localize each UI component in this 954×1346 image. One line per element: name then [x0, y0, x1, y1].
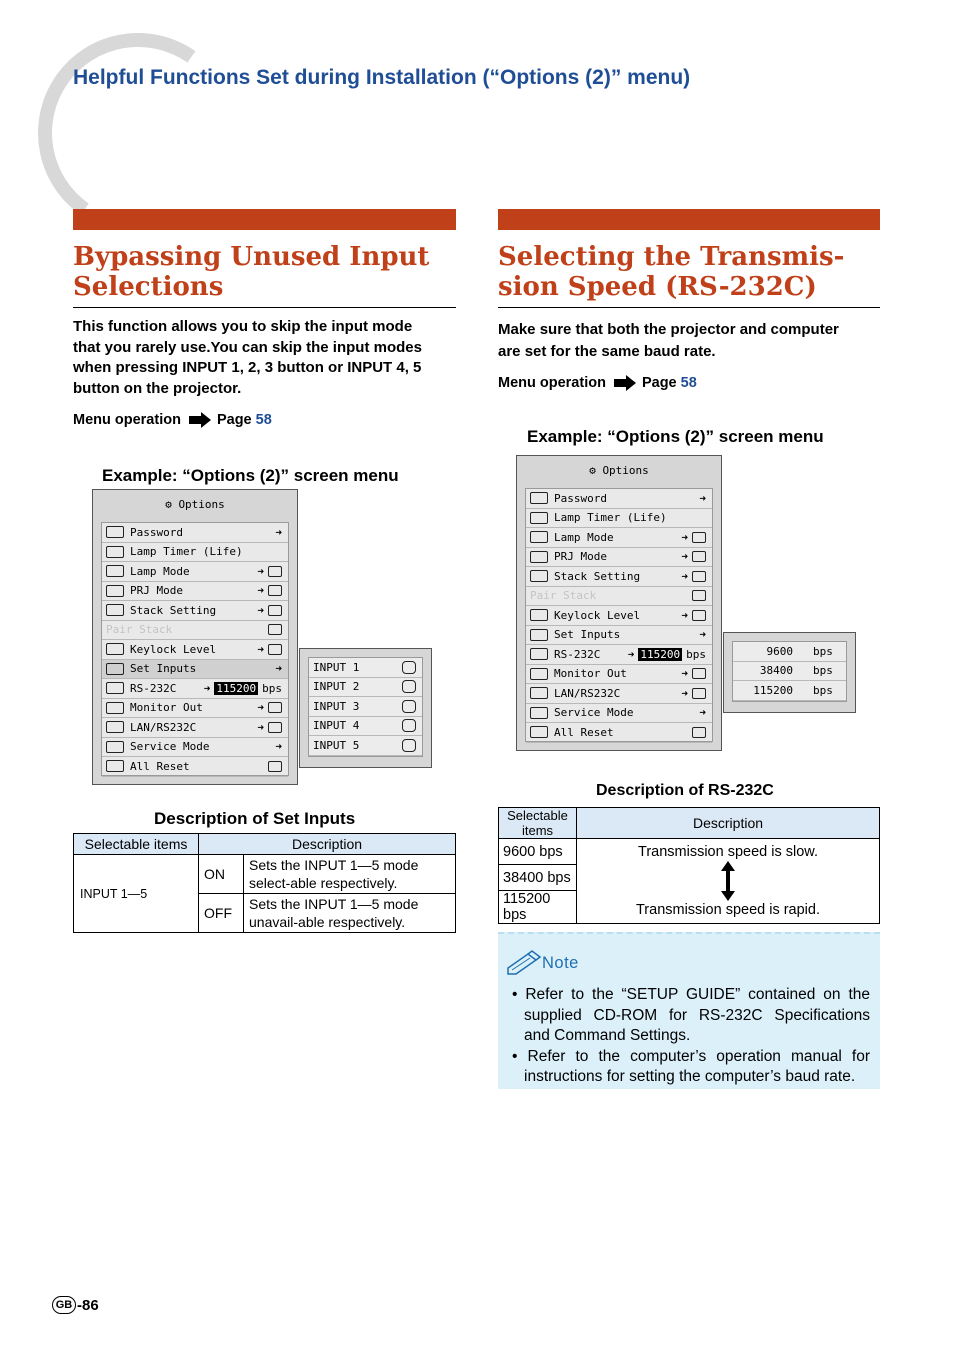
submenu-item[interactable] [733, 681, 846, 701]
menu-item-icon [530, 707, 548, 719]
menu-item-label: Stack Setting [554, 569, 641, 583]
setting-icon [692, 688, 706, 699]
menu-item[interactable] [526, 509, 712, 529]
menu-item-label: All Reset [130, 759, 190, 773]
menu-item-icon [530, 687, 548, 699]
menu-item-label: Set Inputs [130, 662, 197, 676]
menu-item[interactable] [102, 562, 288, 582]
setting-icon [692, 571, 706, 582]
menu-item[interactable] [526, 645, 712, 665]
note-box [498, 932, 880, 1089]
baud-unit: bps [813, 644, 833, 658]
osd-title-text: Options [602, 464, 649, 477]
menu-item-icon [106, 643, 124, 655]
menu-item[interactable] [526, 489, 712, 509]
menu-item-icon [530, 551, 548, 563]
submenu-item[interactable] [309, 736, 422, 756]
menu-item[interactable] [526, 684, 712, 704]
page-label: Page [641, 375, 677, 391]
options-icon: ⚙ [589, 464, 603, 477]
menu-item-icon [106, 565, 124, 577]
table-cell: Sets the INPUT 1—5 mode unavail-able respectively. [244, 894, 456, 933]
arrow-icon: ➜ [203, 681, 211, 695]
page-header: Helpful Functions Set during Installation (“Options (2)” menu) [73, 66, 691, 89]
set-inputs-submenu [299, 648, 432, 768]
table-cell: 38400 bps [499, 865, 577, 891]
table-cell: 115200 bps [499, 891, 577, 924]
submenu-label: INPUT 5 [313, 738, 360, 752]
menu-item-label: Monitor Out [130, 701, 203, 715]
intro-line: button on the projector. [73, 379, 242, 397]
page-link[interactable]: 58 [680, 375, 697, 391]
menu-item-label: PRJ Mode [130, 584, 183, 598]
menu-item[interactable] [102, 601, 288, 621]
page-label: Page [216, 412, 252, 428]
table-cell: ON [199, 855, 244, 894]
arrow-icon: ➜ [275, 525, 282, 539]
menu-item-icon [530, 531, 548, 543]
menu-item-control [692, 727, 706, 738]
intro-line: that you rarely use.You can skip the input modes [73, 338, 422, 356]
menu-item[interactable] [102, 757, 288, 777]
title-line: Selections [73, 272, 224, 302]
arrow-icon: ➜ [681, 686, 688, 700]
menu-item-label: All Reset [554, 725, 614, 739]
arrow-icon: ➜ [699, 491, 706, 505]
menu-item-icon [530, 570, 548, 582]
menu-item-control [275, 526, 282, 539]
table-caption-left: Description of Set Inputs [154, 809, 356, 828]
arrow-icon: ➜ [257, 642, 264, 656]
menu-item-icon [530, 609, 548, 621]
menu-item-icon [106, 760, 124, 772]
setting-icon [268, 761, 282, 772]
arrow-icon: ➜ [681, 550, 688, 564]
arrow-icon: ➜ [699, 706, 706, 720]
menu-item[interactable] [102, 679, 288, 699]
menu-item[interactable] [102, 543, 288, 563]
menu-item-control [275, 740, 282, 753]
menu-item-control [257, 721, 282, 734]
table-cell: OFF [199, 894, 244, 933]
arrow-icon: ➜ [275, 740, 282, 754]
col-header: Description [199, 834, 456, 855]
menu-item-control [681, 687, 706, 700]
submenu-item[interactable] [309, 658, 422, 678]
menu-item-label: Stack Setting [130, 603, 217, 617]
menu-item-label: RS-232C [554, 647, 601, 661]
menu-item-icon [106, 585, 124, 597]
submenu-label: INPUT 1 [313, 660, 360, 674]
menu-item[interactable] [102, 621, 288, 641]
menu-item-icon [106, 526, 124, 538]
section-bar-left [73, 209, 456, 230]
arrow-icon: ➜ [699, 628, 706, 642]
menu-item-icon [530, 512, 548, 524]
menu-item-control [681, 667, 706, 680]
menu-item-icon [530, 668, 548, 680]
note-label: Note [542, 953, 579, 972]
arrow-icon: ➜ [681, 569, 688, 583]
baud-value: 115200 [640, 647, 681, 661]
intro-line: Make sure that both the projector and computer [498, 321, 839, 338]
setting-icon [268, 585, 282, 596]
menu-item-control [268, 761, 282, 772]
arrow-icon: ➜ [257, 584, 264, 598]
menu-item[interactable] [526, 528, 712, 548]
note-text: Refer to the computer’s operation manual for instructions for setting the computer’s baud rate. [524, 1047, 871, 1085]
baud-rate: 9600 [766, 644, 793, 658]
menu-item-control [699, 706, 706, 719]
double-arrow-icon [721, 861, 735, 901]
menu-item-control [628, 648, 706, 661]
title-line: Selecting the Transmis- [498, 242, 845, 272]
menu-item[interactable] [102, 738, 288, 758]
menu-item[interactable] [526, 723, 712, 743]
divider [498, 307, 880, 308]
menu-item-control [257, 701, 282, 714]
menu-item-label: Monitor Out [554, 667, 627, 681]
menu-item-control [204, 682, 282, 695]
menu-item-label: Lamp Timer (Life) [130, 545, 243, 559]
toggle-icon [402, 739, 416, 752]
divider [73, 307, 456, 308]
baud-rate: 115200 [753, 683, 793, 697]
arrow-icon: ➜ [257, 701, 264, 715]
setting-icon [692, 551, 706, 562]
menu-item-icon [106, 721, 124, 733]
menu-item[interactable] [102, 640, 288, 660]
menu-item-label: PRJ Mode [554, 550, 607, 564]
menu-item-icon [106, 663, 124, 675]
osd-list [101, 522, 289, 776]
arrow-icon: ➜ [681, 667, 688, 681]
region-badge: GB [52, 1296, 76, 1314]
menu-item[interactable] [526, 606, 712, 626]
note-item: • Refer to the “SETUP GUIDE” contained on the supplied CD-ROM for RS-232C Specifications and Command Settings. [512, 986, 871, 1044]
menu-item-control [268, 624, 282, 635]
menu-item[interactable] [102, 523, 288, 543]
setting-icon [692, 532, 706, 543]
menu-item-icon [106, 546, 124, 558]
setting-icon [268, 566, 282, 577]
setting-icon [692, 668, 706, 679]
note-heading [506, 950, 579, 976]
menu-item-control [681, 550, 706, 563]
page-number: -86 [77, 1296, 99, 1314]
setting-icon [692, 727, 706, 738]
menu-item-control [681, 570, 706, 583]
submenu-list [308, 657, 423, 757]
menu-item-label: Pair Stack [530, 589, 597, 603]
arrow-icon: ➜ [257, 720, 264, 734]
menu-op-label: Menu operation [498, 375, 606, 391]
options-icon: ⚙ [165, 498, 179, 511]
baud-unit: bps [262, 681, 282, 695]
arrow-icon: ➜ [681, 608, 688, 622]
arrow-icon: ➜ [275, 662, 282, 676]
menu-item-control [257, 643, 282, 656]
toggle-icon [402, 719, 416, 732]
menu-item-icon [530, 629, 548, 641]
menu-item[interactable] [102, 699, 288, 719]
menu-item-label: Lamp Mode [554, 530, 614, 544]
submenu-label: INPUT 2 [313, 680, 360, 694]
submenu-label: INPUT 4 [313, 719, 360, 733]
note-text: Refer to the “SETUP GUIDE” contained on the supplied CD-ROM for RS-232C Specifications and Command Settings. [524, 986, 871, 1044]
menu-item-icon [530, 726, 548, 738]
menu-item-label: Pair Stack [106, 623, 173, 637]
osd-title-text: Options [178, 498, 225, 511]
menu-operation-right [498, 375, 697, 391]
note-item: • Refer to the computer’s operation manual for instructions for setting the computer’s baud rate. [512, 1047, 871, 1085]
menu-item-label: Keylock Level [130, 642, 217, 656]
menu-item[interactable] [526, 548, 712, 568]
setting-icon [268, 644, 282, 655]
note-list [510, 985, 870, 1088]
col-header: Description [577, 808, 880, 839]
options-menu-screen [92, 489, 298, 785]
submenu-item[interactable] [309, 678, 422, 698]
pencil-icon [506, 950, 542, 976]
intro-line: when pressing INPUT 1, 2, 3 button or INPUT 4, 5 [73, 359, 422, 376]
menu-item-label: Password [130, 525, 183, 539]
page-link[interactable]: 58 [255, 412, 272, 428]
menu-item-icon [106, 741, 124, 753]
table-cell: Sets the INPUT 1—5 mode select-able respectively. [244, 855, 456, 894]
submenu-list [732, 641, 847, 702]
menu-item-label: Lamp Timer (Life) [554, 511, 667, 525]
menu-item-label: Service Mode [130, 740, 210, 754]
baud-rate: 38400 [759, 664, 793, 678]
menu-item-control [257, 565, 282, 578]
setting-icon [268, 702, 282, 713]
example-caption-left: Example: “Options (2)” screen menu [102, 466, 399, 485]
menu-item-label: Password [554, 491, 607, 505]
osd-list [525, 488, 713, 742]
arrow-icon: ➜ [257, 564, 264, 578]
section-title-right [498, 242, 880, 302]
menu-item-control [692, 590, 706, 601]
col-header: Selectable items [499, 808, 577, 839]
page-footer [52, 1296, 99, 1314]
baud-unit: bps [813, 683, 833, 697]
menu-item-label: LAN/RS232C [554, 686, 621, 700]
menu-item-control [699, 492, 706, 505]
menu-item-label: Lamp Mode [130, 564, 190, 578]
example-caption-right: Example: “Options (2)” screen menu [527, 427, 824, 446]
table-caption-right: Description of RS-232C [596, 782, 774, 799]
col-header: Selectable items [74, 834, 199, 855]
right-arrow-icon [189, 412, 211, 428]
osd-title [517, 464, 721, 477]
arrow-icon: ➜ [681, 530, 688, 544]
intro-text-right [498, 319, 888, 363]
intro-text-left [73, 317, 463, 399]
submenu-label: INPUT 3 [313, 699, 360, 713]
menu-item-icon [106, 702, 124, 714]
menu-item-control [681, 609, 706, 622]
menu-item-icon [530, 648, 548, 660]
title-line: Bypassing Unused Input [73, 242, 430, 272]
setting-icon [692, 610, 706, 621]
menu-item[interactable] [526, 704, 712, 724]
menu-item[interactable] [102, 718, 288, 738]
arrow-icon: ➜ [627, 647, 635, 661]
menu-item[interactable] [526, 567, 712, 587]
rs232c-submenu [723, 632, 856, 713]
menu-item-control [257, 584, 282, 597]
menu-item-label: Service Mode [554, 706, 634, 720]
speed-rapid: Transmission speed is rapid. [635, 902, 820, 918]
submenu-item[interactable] [733, 642, 846, 662]
menu-item[interactable] [102, 582, 288, 602]
set-inputs-table [73, 833, 456, 933]
menu-item[interactable] [526, 626, 712, 646]
menu-item-label: RS-232C [130, 681, 177, 695]
toggle-icon [402, 661, 416, 674]
setting-icon [268, 624, 282, 635]
setting-icon [268, 605, 282, 616]
submenu-item[interactable] [733, 662, 846, 682]
rs232c-table [498, 807, 880, 924]
section-bar-right [498, 209, 880, 230]
baud-unit: bps [813, 664, 833, 678]
intro-line: This function allows you to skip the input mode [73, 318, 413, 335]
menu-item-icon [106, 604, 124, 616]
menu-item-label: Set Inputs [554, 628, 621, 642]
baud-unit: bps [686, 647, 706, 661]
menu-item-control [257, 604, 282, 617]
title-line: sion Speed (RS-232C) [498, 272, 817, 302]
table-cell: 9600 bps [499, 839, 577, 865]
speed-description [577, 839, 880, 924]
menu-item-icon [530, 492, 548, 504]
arrow-icon: ➜ [257, 603, 264, 617]
setting-icon [268, 722, 282, 733]
right-arrow-icon [614, 375, 636, 391]
setting-icon [692, 590, 706, 601]
menu-item-icon [106, 682, 124, 694]
menu-item-control [275, 662, 282, 675]
toggle-icon [402, 680, 416, 693]
menu-item-label: Keylock Level [554, 608, 641, 622]
submenu-item[interactable] [309, 697, 422, 717]
menu-item-control [699, 628, 706, 641]
intro-line: are set for the same baud rate. [498, 343, 716, 360]
menu-op-label: Menu operation [73, 412, 181, 428]
toggle-icon [402, 700, 416, 713]
baud-value: 115200 [216, 681, 257, 695]
speed-slow: Transmission speed is slow. [638, 844, 818, 860]
section-title-left [73, 242, 456, 302]
menu-item-label: LAN/RS232C [130, 720, 197, 734]
menu-item[interactable] [102, 660, 288, 680]
menu-item[interactable] [526, 587, 712, 607]
menu-operation-left [73, 412, 272, 428]
osd-title [93, 498, 297, 511]
menu-item[interactable] [526, 665, 712, 685]
table-cell: INPUT 1—5 [74, 855, 199, 933]
submenu-item[interactable] [309, 717, 422, 737]
options-menu-screen [516, 455, 722, 751]
menu-item-control [681, 531, 706, 544]
